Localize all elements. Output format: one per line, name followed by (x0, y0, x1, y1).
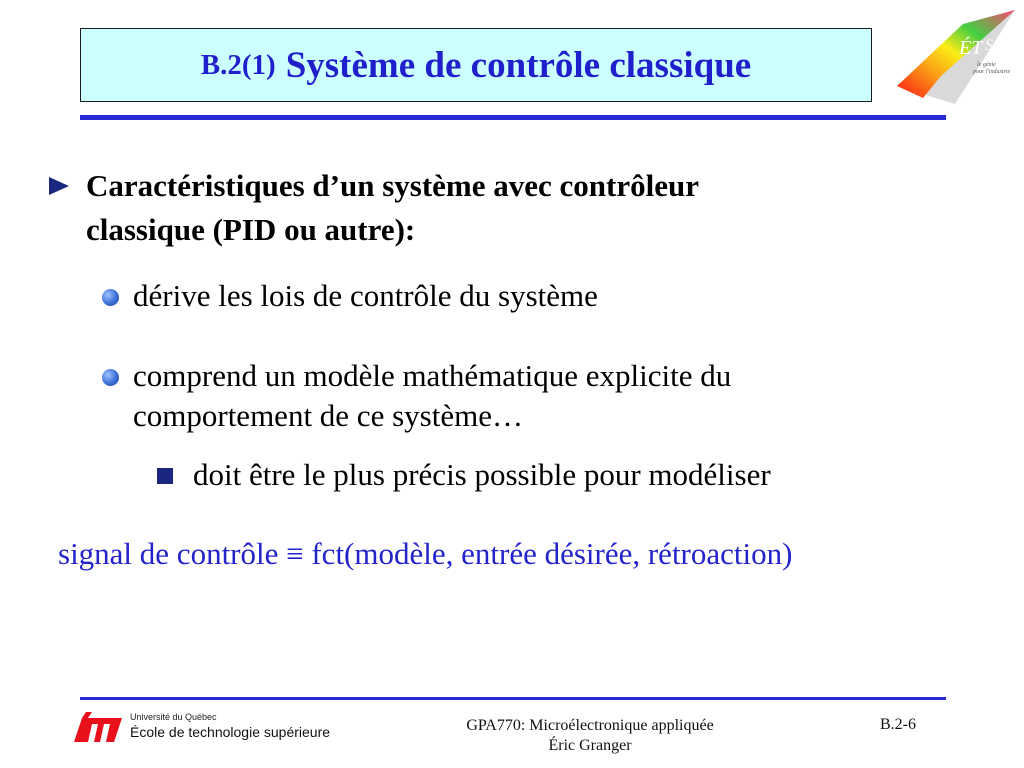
uq-logo (72, 712, 124, 748)
sub-bullet-2 (133, 356, 731, 436)
sub-bullet-2-line1: comprend un modèle mathématique explicite du (133, 358, 732, 393)
slide-title (80, 28, 872, 102)
sub-bullet-2-line2: comportement de ce système… (133, 398, 523, 433)
title-divider (80, 115, 946, 120)
main-bullet-line2: classique (PID ou autre): (86, 212, 416, 247)
sub-bullet-1: dérive les lois de contrôle du système (133, 278, 598, 313)
svg-text:S: S (985, 37, 993, 54)
sub-sub-bullet: doit être le plus précis possible pour modéliser (193, 457, 771, 492)
svg-text:pour l'industrie: pour l'industrie (973, 69, 1011, 75)
ets-logo (893, 6, 1019, 108)
svg-text:le génie: le génie (977, 62, 996, 68)
footer-school: École de technologie supérieure (130, 724, 331, 740)
footer-course: GPA770: Microélectronique appliquée (466, 717, 714, 734)
footer-university: Université du Québec (130, 712, 217, 722)
title-text: Système de contrôle classique (285, 44, 752, 86)
footer-divider (80, 697, 946, 700)
arrow-bullet-icon (49, 177, 69, 195)
footer-author: Éric Granger (548, 737, 632, 754)
main-bullet-line1: Caractéristiques d’un système avec contrôleur (86, 168, 699, 203)
section-number: B.2(1) (200, 48, 276, 81)
round-bullet-icon (102, 369, 119, 386)
ets-brand-text: ÉT (959, 37, 983, 59)
main-bullet (86, 164, 916, 252)
square-bullet-icon (157, 468, 173, 484)
round-bullet-icon (102, 289, 119, 306)
control-signal-equation: signal de contrôle ≡ fct(modèle, entrée désirée, rétroaction) (58, 536, 793, 571)
footer-course-info (420, 716, 760, 756)
page-number: B.2-6 (880, 716, 916, 733)
